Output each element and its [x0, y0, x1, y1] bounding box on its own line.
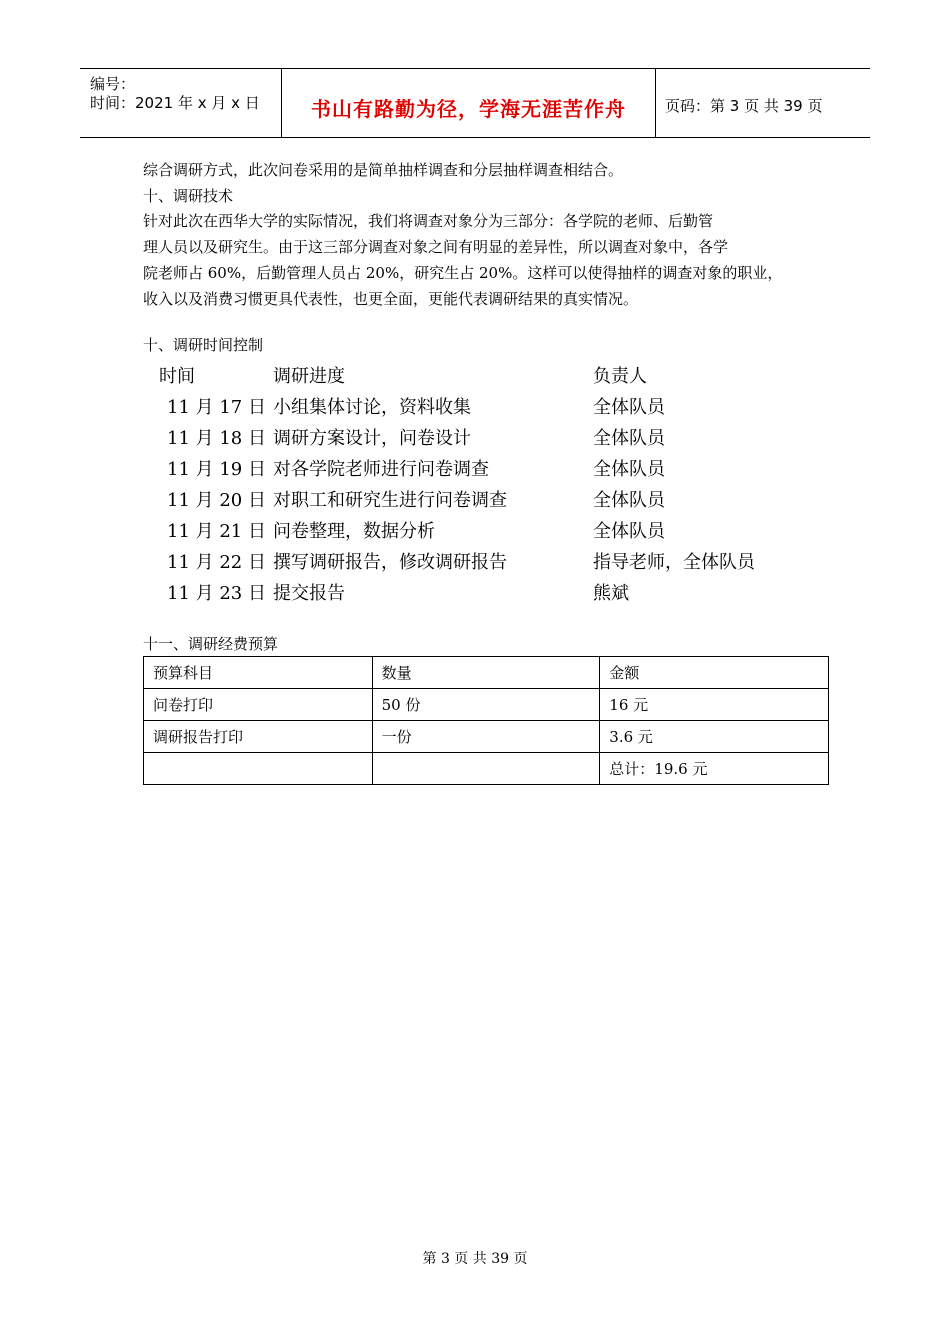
budget-total-cell: 总计：19.6 元 — [600, 753, 829, 785]
paragraph-line: 理人员以及研究生。由于这三部分调查对象之间有明显的差异性，所以调查对象中，各学 — [143, 238, 729, 256]
table-row — [144, 753, 829, 785]
page-number-label: 页码：第 3 页 共 39 页 — [665, 97, 823, 115]
intro-line: 综合调研方式，此次问卷采用的是简单抽样调查和分层抽样调查相结合。 — [143, 161, 624, 179]
schedule-row — [143, 548, 843, 579]
table-row — [144, 689, 829, 721]
page-footer: 第 3 页 共 39 页 — [422, 1251, 528, 1267]
schedule-header-time: 时间 — [159, 366, 195, 387]
date-label: 时间：2021 年 x 月 x 日 — [90, 94, 260, 112]
schedule-owner: 指导老师，全体队员 — [593, 552, 755, 573]
schedule-task: 撰写调研报告，修改调研报告 — [273, 552, 507, 573]
section-title-budget: 十一、调研经费预算 — [143, 635, 279, 653]
header-motto-cell — [281, 69, 656, 137]
schedule-row — [143, 517, 843, 548]
paragraph-line: 院老师占 60%，后勤管理人员占 20%，研究生占 20%。这样可以使得抽样的调查对象的职业， — [143, 264, 783, 282]
schedule-task: 对各学院老师进行问卷调查 — [273, 459, 489, 480]
header-page-cell — [655, 69, 870, 137]
schedule-task: 对职工和研究生进行问卷调查 — [273, 490, 507, 511]
section-title-techniques: 十、调研技术 — [143, 187, 234, 205]
motto: 书山有路勤为径，学海无涯苦作舟 — [311, 97, 626, 121]
table-cell: 一份 — [372, 721, 600, 753]
section-title-schedule: 十、调研时间控制 — [143, 336, 264, 354]
header-info-cell — [80, 69, 281, 137]
schedule-date: 11 月 23 日 — [167, 583, 266, 604]
page-header — [80, 68, 870, 138]
schedule-date: 11 月 19 日 — [167, 459, 266, 480]
schedule-owner: 全体队员 — [593, 521, 665, 542]
table-header-cell: 金额 — [600, 657, 829, 689]
table-cell: 3.6 元 — [600, 721, 829, 753]
table-cell: 16 元 — [600, 689, 829, 721]
schedule-owner: 熊斌 — [593, 583, 629, 604]
table-header-row — [144, 657, 829, 689]
schedule-date: 11 月 17 日 — [167, 397, 266, 418]
schedule-date: 11 月 21 日 — [167, 521, 266, 542]
schedule-date: 11 月 22 日 — [167, 552, 266, 573]
table-row — [144, 721, 829, 753]
schedule-header-owner: 负责人 — [593, 366, 647, 387]
serial-label: 编号： — [90, 75, 136, 93]
table-cell: 调研报告打印 — [144, 721, 373, 753]
schedule-owner: 全体队员 — [593, 397, 665, 418]
schedule-row — [143, 393, 843, 424]
table-cell: 50 份 — [372, 689, 600, 721]
table-cell — [144, 753, 373, 785]
schedule-row — [143, 579, 843, 610]
schedule-task: 调研方案设计，问卷设计 — [273, 428, 471, 449]
schedule-row — [143, 424, 843, 455]
schedule-date: 11 月 20 日 — [167, 490, 266, 511]
schedule-task: 小组集体讨论，资料收集 — [273, 397, 471, 418]
schedule-task: 问卷整理，数据分析 — [273, 521, 435, 542]
schedule-date: 11 月 18 日 — [167, 428, 266, 449]
schedule-header-progress: 调研进度 — [273, 366, 345, 387]
techniques-paragraph — [143, 208, 823, 312]
paragraph-line: 收入以及消费习惯更具代表性，也更全面，更能代表调研结果的真实情况。 — [143, 290, 639, 308]
table-header-cell: 预算科目 — [144, 657, 373, 689]
table-cell — [372, 753, 600, 785]
schedule-row — [143, 455, 843, 486]
table-header-cell: 数量 — [372, 657, 600, 689]
budget-table — [143, 656, 829, 785]
schedule-owner: 全体队员 — [593, 428, 665, 449]
schedule-header-row — [143, 362, 843, 393]
table-cell: 问卷打印 — [144, 689, 373, 721]
schedule-owner: 全体队员 — [593, 490, 665, 511]
schedule-row — [143, 486, 843, 517]
paragraph-line: 针对此次在西华大学的实际情况，我们将调查对象分为三部分：各学院的老师、后勤管 — [143, 212, 714, 230]
schedule-owner: 全体队员 — [593, 459, 665, 480]
schedule-task: 提交报告 — [273, 583, 345, 604]
